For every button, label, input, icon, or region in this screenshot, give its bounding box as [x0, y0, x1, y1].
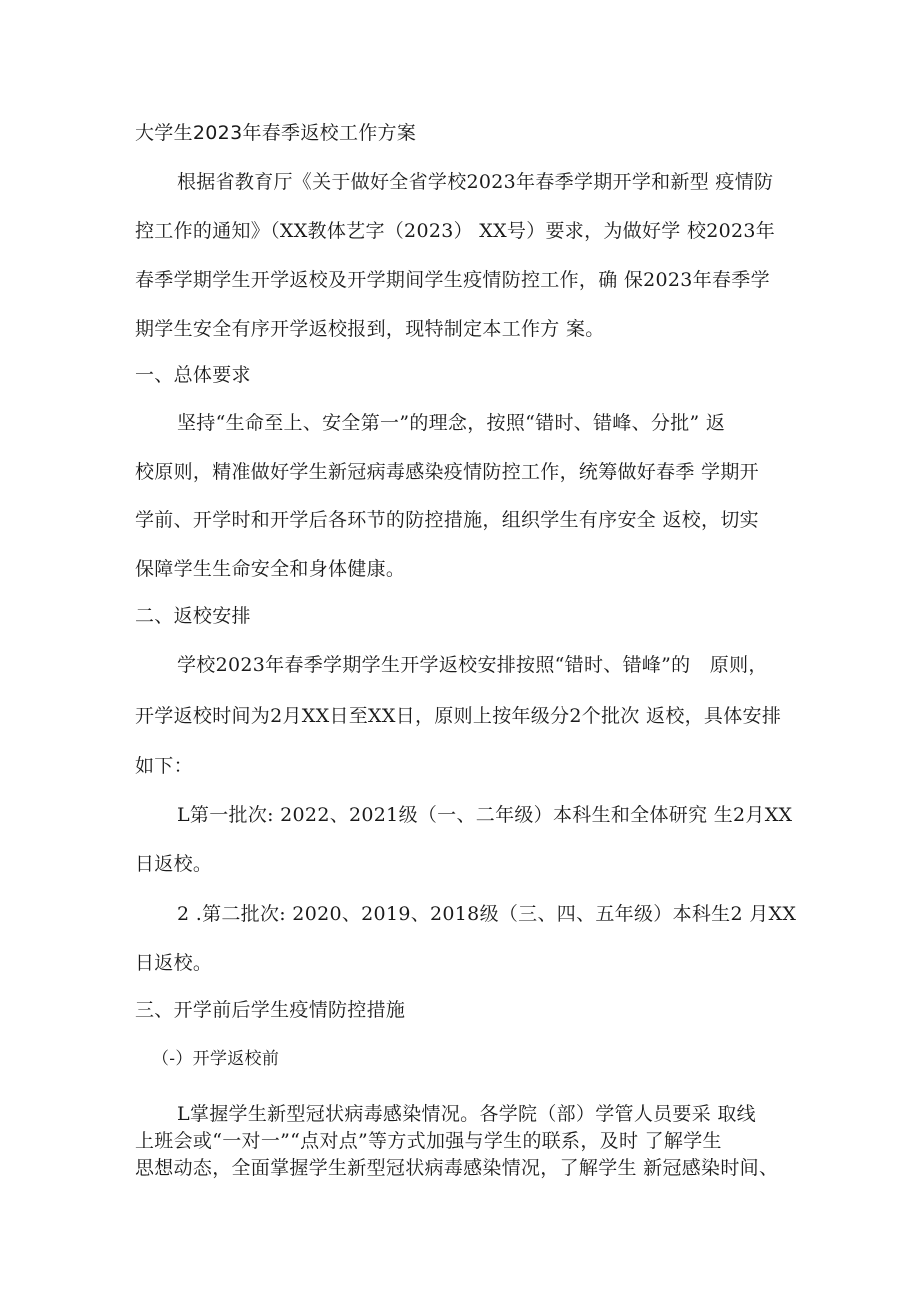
batch-1-line-2: 日返校。 — [135, 853, 213, 875]
section-2-line-3: 如下： — [135, 755, 193, 777]
section-3-line-2: 上班会或“一对一”“点对点”等方式加强与学生的联系，及时 了解学生 — [135, 1130, 722, 1152]
document-title: 大学生2023年春季返校工作方案 — [135, 122, 417, 144]
batch-2-line-1: 2 .第二批次: 2020、2019、2018级（三、四、五年级）本科生2 月XX — [177, 903, 797, 925]
intro-line-1: 根据省教育厅《关于做好全省学校2023年春季学期开学和新型 疫情防 — [177, 171, 774, 193]
intro-line-4: 期学生安全有序开学返校报到，现特制定本工作方 案。 — [135, 318, 605, 340]
intro-line-2: 控工作的通知》（XX教体艺字（2023） XX号）要求，为做好学 校2023年 — [135, 220, 776, 242]
section-3-subheading: （-）开学返校前 — [152, 1049, 280, 1069]
section-3-line-3: 思想动态，全面掌握学生新型冠状病毒感染情况，了解学生 新冠感染时间、 — [135, 1157, 779, 1179]
section-1-line-4: 保障学生生命安全和身体健康。 — [135, 558, 406, 580]
section-3-line-1: L掌握学生新型冠状病毒感染情况。各学院（部）学管人员要采 取线 — [177, 1103, 756, 1125]
section-2-line-1: 学校2023年春季学期学生开学返校安排按照“错时、错峰”的 原则， — [177, 654, 768, 676]
section-1-line-2: 校原则，精准做好学生新冠病毒感染疫情防控工作，统筹做好春季 学期开 — [135, 461, 759, 483]
section-1-line-3: 学前、开学时和开学后各环节的防控措施，组织学生有序安全 返校，切实 — [135, 509, 759, 531]
section-1-heading: 一、总体要求 — [135, 364, 251, 386]
section-1-line-1: 坚持“生命至上、安全第一”的理念，按照“错时、错峰、分批” 返 — [177, 412, 726, 434]
intro-line-3: 春季学期学生开学返校及开学期间学生疫情防控工作，确 保2023年春季学 — [135, 269, 770, 291]
section-2-heading: 二、返校安排 — [135, 605, 251, 627]
batch-1-line-1: L第一批次: 2022、2021级（一、二年级）本科生和全体研究 生2月XX — [177, 804, 793, 826]
batch-2-line-2: 日返校。 — [135, 952, 213, 974]
section-3-heading: 三、开学前后学生疫情防控措施 — [135, 999, 406, 1021]
section-2-line-2: 开学返校时间为2月XX日至XX日，原则上按年级分2个批次 返校，具体安排 — [135, 705, 782, 727]
